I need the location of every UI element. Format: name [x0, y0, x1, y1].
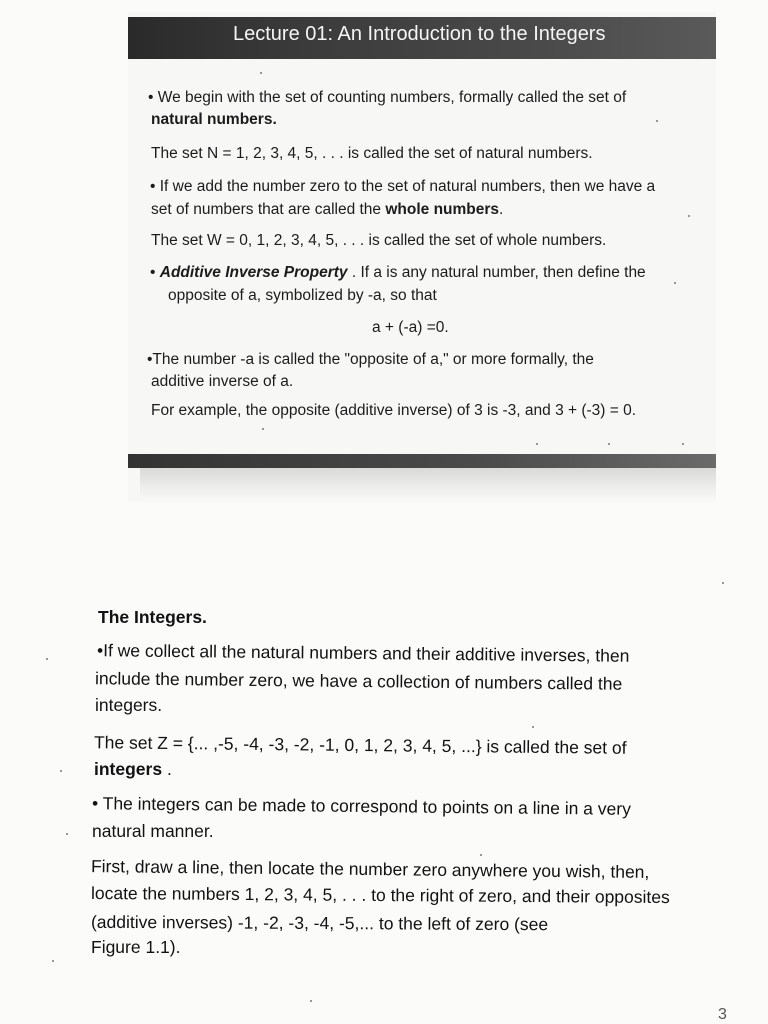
- term-integers: integers: [94, 759, 163, 779]
- scan-speck: [260, 72, 262, 74]
- additive-inverse-line2: opposite of a, symbolized by -a, so that: [168, 287, 437, 304]
- scan-speck: [480, 854, 482, 856]
- number-line-bullet-line2: natural manner.: [92, 821, 214, 841]
- equation: a + (-a) =0.: [372, 319, 449, 336]
- term-whole-numbers: whole numbers: [385, 201, 500, 218]
- scan-speck: [608, 443, 610, 445]
- scan-speck: [682, 443, 684, 445]
- opposite-definition-line1: •The number -a is called the "opposite of a," or more formally, the: [147, 351, 594, 368]
- integers-heading: The Integers.: [98, 607, 207, 627]
- scan-speck: [722, 582, 724, 584]
- term-integers-line: integers .: [94, 759, 172, 779]
- set-n-definition: The set N = 1, 2, 3, 4, 5, . . . is called the set of natural numbers.: [151, 145, 593, 162]
- opposite-definition-line2: additive inverse of a.: [151, 373, 294, 390]
- scan-speck: [52, 960, 54, 962]
- scan-speck: [310, 1000, 312, 1002]
- scan-speck: [46, 658, 48, 660]
- paragraph-whole-intro: • If we add the number zero to the set of natural numbers, then we have a: [150, 178, 656, 195]
- page-number: 3: [718, 1006, 727, 1023]
- number-line-bullet-line1: • The integers can be made to correspond to points on a line in a very: [91, 793, 632, 819]
- scan-speck: [674, 282, 676, 284]
- page-fold-shadow: [140, 468, 716, 504]
- slide-top-background: [128, 12, 716, 502]
- scan-speck: [536, 443, 538, 445]
- integers-intro-line1: •If we collect all the natural numbers and their additive inverses, then: [96, 640, 630, 666]
- paragraph-whole-line2: set of numbers that are called the whole numbers.: [151, 201, 504, 218]
- bullet: •: [150, 178, 156, 195]
- bullet: •: [148, 89, 154, 106]
- scan-speck: [66, 833, 68, 835]
- lecture-title: Lecture 01: An Introduction to the Integers: [233, 23, 606, 45]
- integers-intro-line2: include the number zero, we have a collection of numbers called the: [94, 668, 623, 694]
- draw-line-instructions-line2: locate the numbers 1, 2, 3, 4, 5, . . . to the right of zero, and their opposites: [90, 882, 670, 908]
- example-text: For example, the opposite (additive inverse) of 3 is -3, and 3 + (-3) = 0.: [151, 402, 637, 419]
- scan-speck: [262, 428, 264, 430]
- paragraph-additive-inverse: • Additive Inverse Property . If a is any natural number, then define the: [150, 264, 646, 281]
- scan-speck: [656, 120, 658, 122]
- draw-line-instructions-line4: Figure 1.1).: [91, 937, 181, 957]
- term-natural-numbers: natural numbers.: [151, 111, 277, 128]
- draw-line-instructions-line3: (additive inverses) -1, -2, -3, -4, -5,... to the left of zero (see: [90, 911, 549, 935]
- set-w-definition: The set W = 0, 1, 2, 3, 4, 5, . . . is called the set of whole numbers.: [151, 232, 607, 249]
- bullet: •: [91, 793, 99, 814]
- draw-line-instructions-line1: First, draw a line, then locate the number zero anywhere you wish, then,: [90, 856, 650, 882]
- bullet: •: [150, 264, 156, 281]
- slide-footer-bar: [128, 454, 716, 468]
- scan-speck: [688, 215, 690, 217]
- scan-speck: [532, 726, 534, 728]
- scan-speck: [60, 770, 62, 772]
- term-additive-inverse-property: Additive Inverse Property: [159, 264, 348, 281]
- paragraph-natural-intro: • We begin with the set of counting numbers, formally called the set of: [148, 89, 627, 106]
- integers-intro-line3: integers.: [95, 695, 163, 715]
- set-z-definition: The set Z = {... ,-5, -4, -3, -2, -1, 0, 1, 2, 3, 4, 5, ...} is called the set of: [93, 732, 627, 758]
